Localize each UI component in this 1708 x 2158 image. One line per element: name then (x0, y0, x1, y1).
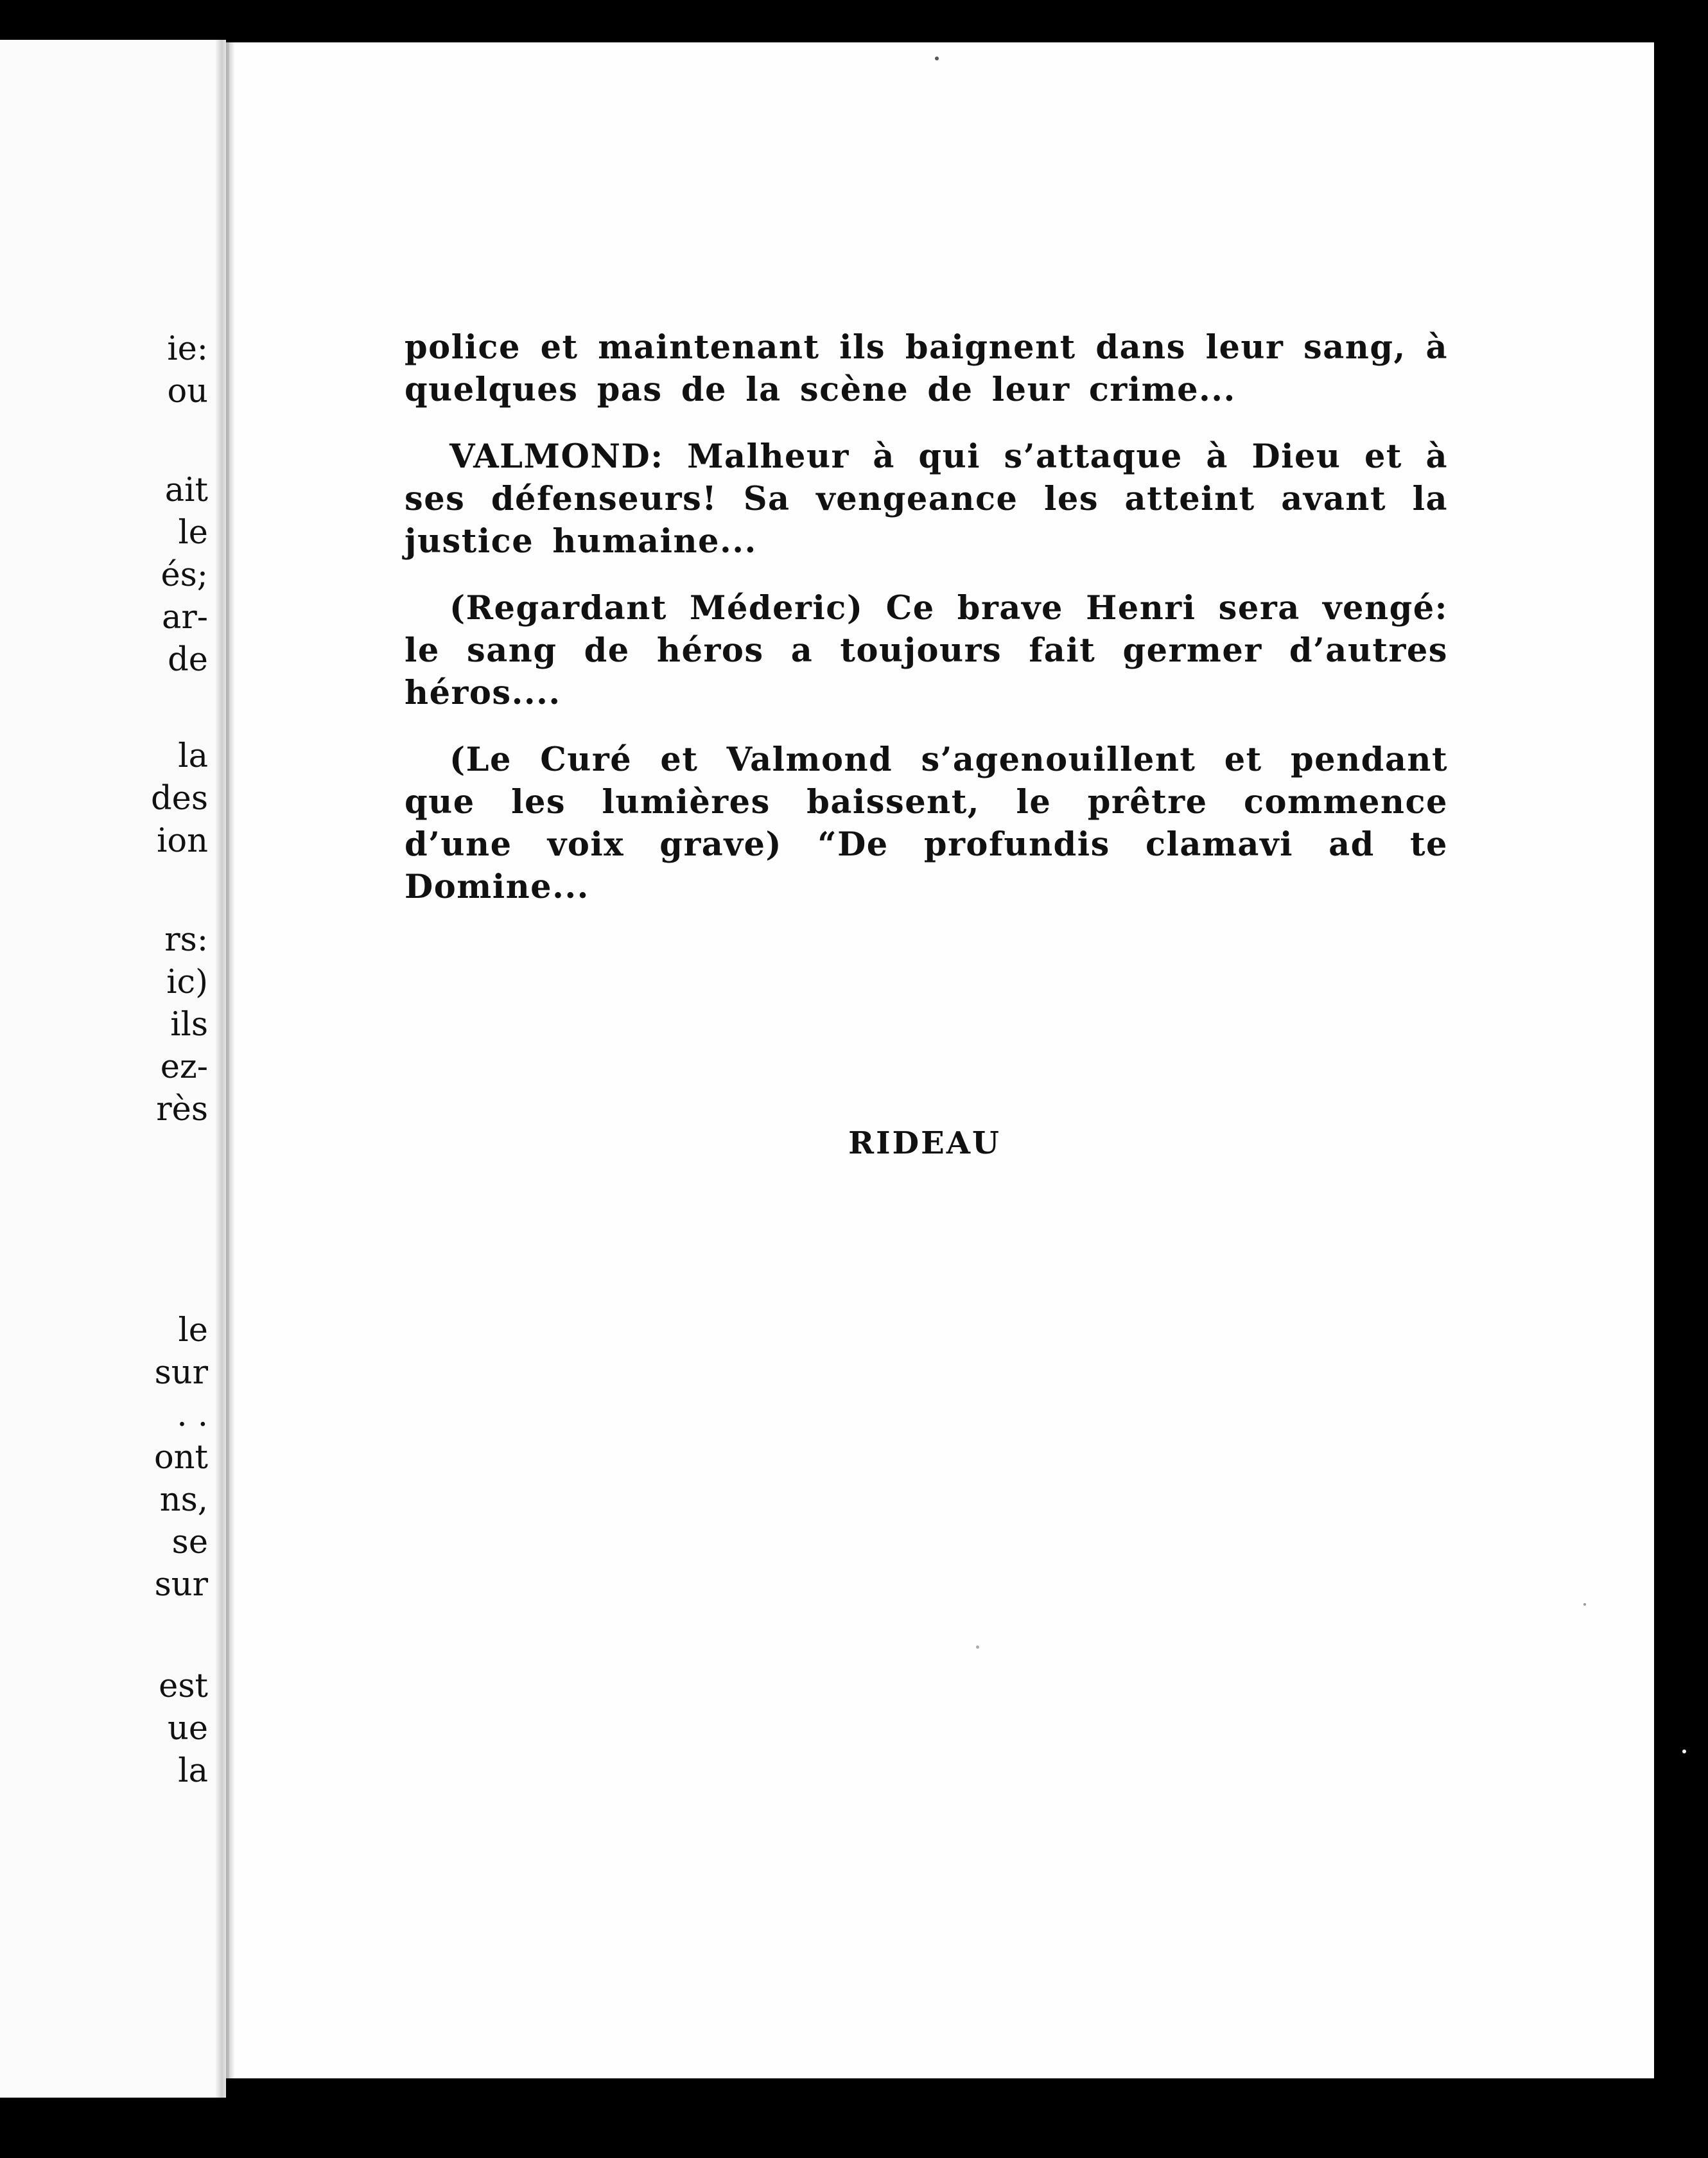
left-line-fragment: le (178, 514, 208, 552)
left-line-fragment: des (150, 780, 208, 818)
book-gutter (216, 40, 226, 2098)
left-line-fragment: ar- (161, 599, 208, 636)
paragraph: police et maintenant ils baignent dans leur sang, à quelques pas de la scène de leur crime... (405, 328, 1448, 409)
left-line-fragment: est (159, 1667, 208, 1705)
paragraph: (Regardant Méderic) Ce brave Henri sera vengé: le sang de héros a toujours fait germer d’autres héros.... (405, 589, 1448, 712)
left-line-fragment: ou (167, 373, 208, 410)
paragraph: (Le Curé et Valmond s’agenouillent et pendant que les lumières baissent, le prêtre commence d’une voix grave) “De profundis clamavi ad te Domine... (405, 741, 1448, 906)
scan-speck (1682, 1750, 1686, 1753)
left-line-fragment: ez- (160, 1048, 208, 1086)
left-line-fragment: sur (154, 1354, 208, 1392)
page-edge-shadow (226, 42, 235, 2078)
page-body-text (405, 326, 1448, 933)
left-facing-page (0, 40, 226, 2098)
left-line-fragment: de (168, 641, 208, 679)
left-line-fragment: le (178, 1311, 208, 1349)
paragraph: VALMOND: Malheur à qui s’attaque à Dieu et à ses défenseurs! Sa vengeance les atteint avant la justice humaine... (405, 437, 1448, 561)
left-line-fragment: la (178, 737, 208, 775)
left-line-fragment: se (171, 1523, 208, 1561)
left-line-fragment: és; (161, 556, 208, 594)
closing-word: RIDEAU (848, 1125, 1001, 1161)
scan-speck (976, 1645, 979, 1649)
left-line-fragment: ont (153, 1439, 208, 1477)
left-line-fragment: ic) (166, 963, 208, 1001)
scan-speck (935, 57, 939, 60)
left-line-fragment: ns, (159, 1481, 208, 1519)
left-line-fragment: ait (164, 471, 208, 509)
left-line-fragment: ie: (167, 330, 208, 368)
left-line-fragment: rs: (164, 921, 208, 959)
left-line-fragment: ion (157, 822, 208, 860)
left-line-fragment: rès (156, 1091, 208, 1128)
left-line-fragment: la (178, 1752, 208, 1790)
left-line-fragment: ils (170, 1006, 208, 1044)
left-line-fragment: . . (177, 1396, 208, 1434)
scan-speck (1583, 1603, 1586, 1606)
left-line-fragment: ue (167, 1710, 208, 1748)
left-line-fragment: sur (154, 1566, 208, 1604)
